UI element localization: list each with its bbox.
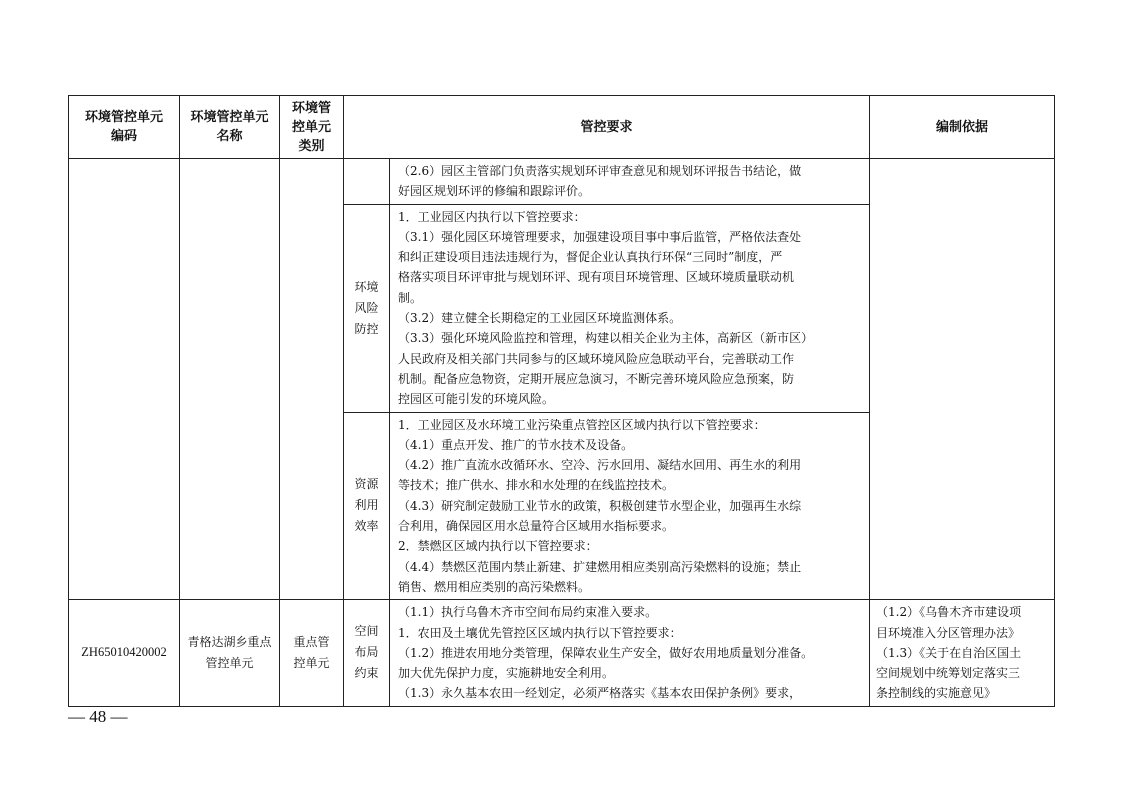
requirement-risk: 1．工业园区内执行以下管控要求： （3.1）强化园区环境管理要求，加强建设项目事中事后监管，严格依法查处 和纠正建设项目违法违规行为，督促企业认真执行环保“三同时”制度，严 格落实项目环评审批与规划环评、现有项目环境管理、区域环境质量联动机 制。 （3.2）建立健全长期稳定的工业园区环境监测体系。 （3.3）强化环境风险监控和管理，构建以相关企业为主体，高新区（新市区） 人民政府及相关部门共同参与的区域环境风险应急联动平台，完善联动工作 机制。配备应急物资，定期开展应急演习，不断完善环境风险应急预案，防 控园区可能引发的环境风险。: [390, 204, 870, 412]
header-name: 环境管控单元名称: [180, 96, 280, 159]
requirement-resource: 1．工业园区及水环境工业污染重点管控区区域内执行以下管控要求： （4.1）重点开发、推广的节水技术及设备。 （4.2）推广直流水改循环水、空冷、污水回用、凝结水回用、再生水的利用 等技术；推广供水、排水和水处理的在线监控技术。 （4.3）研究制定鼓励工业节水的政策，积极创建节水型企业，加强再生水综 合利用，确保园区用水总量符合区域用水指标要求。 2．禁燃区区域内执行以下管控要求： （4.4）禁燃区范围内禁止新建、扩建燃用相应类别高污染燃料的设施；禁止 销售、燃用相应类别的高污染燃料。: [390, 412, 870, 600]
basis-cell-empty: [870, 159, 1055, 600]
page-number: — 48 —: [68, 707, 128, 726]
unit-code: ZH65010420002: [69, 600, 180, 706]
requirement-space: （1.1）执行乌鲁木齐市空间布局约束准入要求。 1．农田及土壤优先管控区区域内执行以下管控要求： （1.2）推进农用地分类管理，保障农业生产安全，做好农用地质量划分准备。 加大优先保护力度，实施耕地安全利用。 （1.3）永久基本农田一经划定，必须严格落实《基本农田保护条例》要求，: [390, 600, 870, 706]
code-cell-empty: [69, 159, 180, 600]
name-cell-empty: [180, 159, 280, 600]
subcategory-resource: 资源利用效率: [344, 412, 390, 600]
header-category: 环境管控单元类别: [280, 96, 344, 159]
table-row: [69, 159, 1055, 205]
header-code: 环境管控单元编码: [69, 96, 180, 159]
table-row: [69, 600, 1055, 706]
control-requirements-table: [68, 95, 1055, 707]
basis-space: （1.2）《乌鲁木齐市建设项 目环境准入分区管理办法》 （1.3）《关于在自治区国土 空间规划中统筹划定落实三 条控制线的实施意见》: [870, 600, 1055, 706]
unit-name: 青格达湖乡重点管控单元: [180, 600, 280, 706]
subcategory-risk: 环境风险防控: [344, 204, 390, 412]
category-cell-empty: [280, 159, 344, 600]
unit-category: 重点管控单元: [280, 600, 344, 706]
table-header-row: [69, 96, 1055, 159]
requirement-2-6: （2.6）园区主管部门负责落实规划环评审查意见和规划环评报告书结论，做 好园区规划环评的修编和跟踪评价。: [390, 159, 870, 205]
subcat-cell-empty: [344, 159, 390, 205]
header-basis: 编制依据: [870, 96, 1055, 159]
header-requirements: 管控要求: [344, 96, 870, 159]
subcategory-space: 空间布局约束: [344, 600, 390, 706]
